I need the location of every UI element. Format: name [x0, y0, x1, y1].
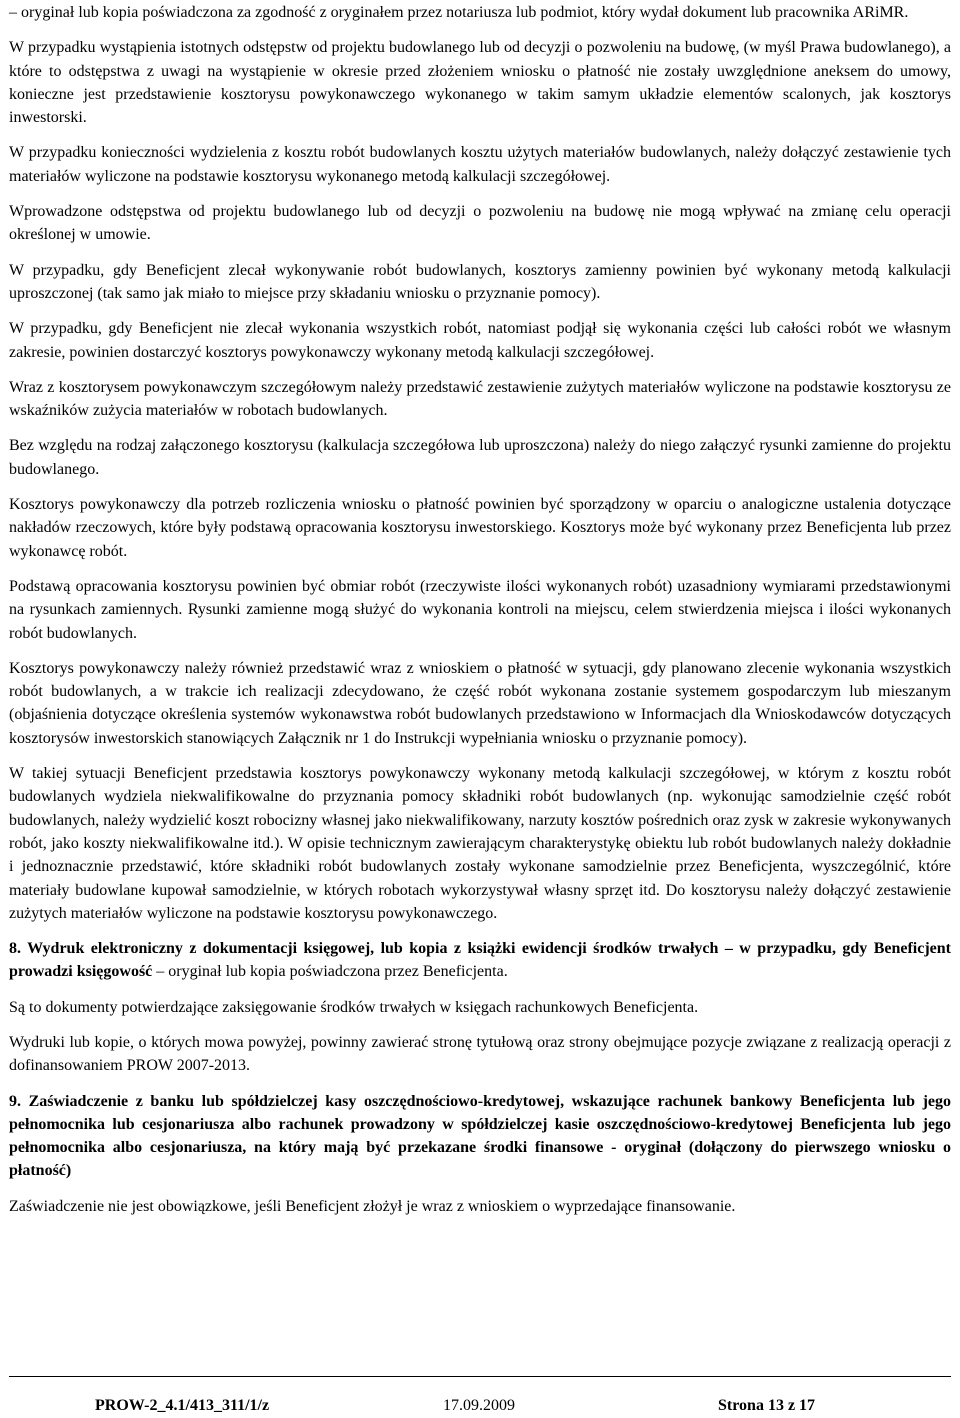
section-9-paragraph-1: Zaświadczenie nie jest obowiązkowe, jeśli Beneficjent złożył je wraz z wnioskiem o wyprzedające finansowanie.: [9, 1197, 736, 1215]
paragraph-materials-separation: W przypadku konieczności wydzielenia z kosztu robót budowlanych kosztu użytych materiałów budowlanych, należy dołączyć zestawienie tych materiałów wyliczone na podstawie kosztorysu wykonanego metodą kalkulacji szczegółowej.: [9, 144, 951, 185]
paragraph-post-completion-estimate: Kosztorys powykonawczy dla potrzeb rozliczenia wniosku o płatność powinien być sporządzony w oparciu o analogiczne ustalenia dotyczące nakładów rzeczowych, które były podstawą opracowania kosztorysu inwestorskiego. Kosztorys może być wykonany przez Beneficjenta lub przez wykonawcę robót.: [9, 496, 951, 560]
section-8-heading: 8. Wydruk elektroniczny z dokumentacji księgowej, lub kopia z książki ewidencji środków trwałych – w przypadku, gdy Beneficjent prowadzi księgowość: [9, 940, 951, 981]
paragraph-deviations: W przypadku wystąpienia istotnych odstępstw od projektu budowlanego lub od decyzji o pozwoleniu na budowę, (w myśl Prawa budowlanego), a które to odstępstwa z uwagi na wystąpienie w okresie przed złożeniem wniosku o płatność nie zostały uwzględnione aneksem do umowy, konieczne jest przedstawienie kosztorysu powykonawczego wykonanego w takim samym układzie elementów scalonych, jak kosztorys inwestorski.: [9, 39, 951, 127]
paragraph-economic-system: Kosztorys powykonawczy należy również przedstawić wraz z wnioskiem o płatność w sytuacji, gdy planowano zlecenie wykonania wszystkich robót budowlanych, a w trakcie ich realizacji zdecydowano, że część robót wykonana zostanie systemem gospodarczym lub mieszanym (objaśnienia dotyczące określenia systemów wykonawstwa robót budowlanych przedstawiono w Informacjach dla Wnioskodawców dotyczących kosztorysów inwestorskich stanowiących Załącznik nr 1 do Instrukcji wypełniania wniosku o przyznanie pomocy).: [9, 659, 951, 747]
paragraph-materials-list: Wraz z kosztorysem powykonawczym szczegółowym należy przedstawić zestawienie zużytych materiałów wyliczone na podstawie kosztorysu ze wskaźników zużycia materiałów w robotach budowlanych.: [9, 378, 951, 420]
section-8-paragraph-2: Wydruki lub kopie, o których mowa powyżej, powinny zawierać stronę tytułową oraz strony obejmujące pozycje związane z realizacją operacji z dofinansowaniem PROW 2007-2013.: [9, 1033, 951, 1075]
paragraph-replacement-estimate: W przypadku, gdy Beneficjent zlecał wykonywanie robót budowlanych, kosztorys zamienny powinien być wykonany metodą kalkulacji uproszczonej (tak samo jak miało to miejsce przy składaniu wniosku o przyznanie pomocy).: [9, 261, 951, 302]
footer-page-number: Strona 13 z 17: [718, 1397, 816, 1414]
section-8-heading-suffix: – oryginał lub kopia poświadczona przez Beneficjenta.: [152, 963, 508, 981]
section-9-heading: 9. Zaświadczenie z banku lub spółdzielczej kasy oszczędnościowo-kredytowej, wskazujące rachunek bankowy Beneficjenta lub jego pełnomocnika lub cesjonariusza albo rachunek prowadzony w spółdzielczej kasie oszczędnościowo-kredytowej Beneficjenta lub jego pełnomocnika albo cesjonariusza, na który mają być przekazane środki finansowe - oryginał (dołączony do pierwszego wniosku o płatność): [9, 1092, 951, 1180]
document-page: [9, 0, 951, 1218]
footer-divider: [9, 1376, 951, 1377]
paragraph-original-copy: – oryginał lub kopia poświadczona za zgodność z oryginałem przez notariusza lub podmiot, który wydał dokument lub pracownika ARiMR.: [9, 4, 909, 21]
footer-date: 17.09.2009: [443, 1397, 515, 1414]
section-8-heading-block: [9, 937, 951, 984]
paragraph-own-works: W przypadku, gdy Beneficjent nie zlecał wykonania wszystkich robót, natomiast podjął się wykonania części lub całości robót we własnym zakresie, powinien dostarczyć kosztorys powykonawczy wykonany metodą kalkulacji szczegółowej.: [9, 320, 951, 361]
paragraph-deviations-purpose: Wprowadzone odstępstwa od projektu budowlanego lub od decyzji o pozwoleniu na budowę nie mogą wpływać na zmianę celu operacji określonej w umowie.: [9, 203, 951, 244]
paragraph-measurement-basis: Podstawą opracowania kosztorysu powinien być obmiar robót (rzeczywiste ilości wykonanych robót) uzasadniony wymiarami przedstawionymi na rysunkach zamiennych. Rysunki zamienne mogą służyć do wykonania kontroli na miejscu, celem stwierdzenia miejsca i ilości wykonanych robót budowlanych.: [9, 577, 951, 642]
paragraph-ineligible-costs: W takiej sytuacji Beneficjent przedstawia kosztorys powykonawczy wykonany metodą kalkulacji szczegółowej, w którym z kosztu robót budowlanych wydziela niekwalifikowalne do przyznania pomocy składniki robót budowlanych (np. wykonując samodzielnie część robót budowlanych, należy wydzielić koszt robocizny własnej jako niekwalifikowany, narzuty kosztów pośrednich oraz zysk w zakresie wykonywanych robót, jako koszty niekwalifikowalne itd.). W opisie technicznym zawierającym charakterystykę obiektu lub robót budowlanych należy dokładnie i jednoznacznie przedstawić, które składniki robót budowlanych zostały wykonane samodzielnie przez Beneficjenta, wyszczególnić, które materiały budowlane kupował samodzielnie, w których robotach wykorzystywał własny sprzęt itd. Do kosztorysu należy dołączyć zestawienie zużytych materiałów wyliczone na podstawie kosztorysu powykonawczego.: [9, 765, 951, 922]
section-8-paragraph-1: Są to dokumenty potwierdzające zaksięgowanie środków trwałych w księgach rachunkowych Beneficjenta.: [9, 998, 699, 1016]
footer-document-code: PROW-2_4.1/413_311/1/z: [95, 1397, 270, 1414]
paragraph-replacement-drawings: Bez względu na rodzaj załączonego kosztorysu (kalkulacja szczegółowa lub uproszczona) należy do niego załączyć rysunki zamienne do projektu budowlanego.: [9, 437, 951, 478]
